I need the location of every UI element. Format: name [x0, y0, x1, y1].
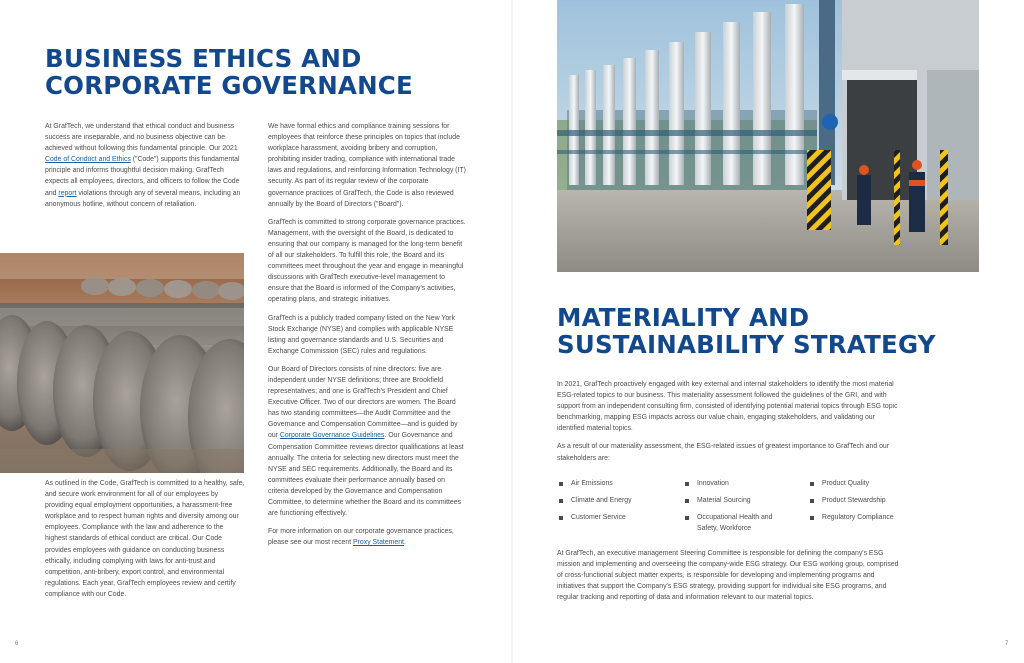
proxy-statement-link[interactable]: Proxy Statement	[353, 539, 404, 547]
list-item: Product Stewardship	[808, 495, 886, 506]
training-paragraph: We have formal ethics and compliance training sessions for employees that reinforce these principles on topics that include workplace harassment, avoiding bribery and corruption, prohibiting insider trading, compliance with international trade laws and regulations, and reinforcing Information Technology (IT) security. As part of its regular review of the corporate governance practices of GrafTech, the Code is also reviewed annually by the Board of Directors ("Board").	[268, 123, 466, 208]
list-item: Occupational Health and Safety, Workforce	[683, 512, 787, 534]
graphite-electrodes-photo	[0, 253, 244, 473]
board-of-directors-paragraph: Our Board of Directors consists of nine directors: five are independent under NYSE definitions; three are Brookfield representatives; and one is GrafTech's President and Chief Executive Officer. Two of our directors are women. The Board has two standing committees—the Audit Committee and the Governance and Compensation Committee—and is guided by our Corporate Governance Guidelines. Our Governance and Compensation Committee reviews director qualifications at least annually. The criteria for selecting new directors must meet the NYSE and SEC requirements. Additionally, the Board and its committees evaluate their performance annually based on criteria developed by the Governance and Compensation Committee, to determine whether the Board and its committees are functioning effectively.	[268, 365, 464, 518]
list-item: Customer Service	[557, 512, 626, 523]
governance-guidelines-link[interactable]: Corporate Governance Guidelines	[279, 432, 385, 440]
left-column-bottom	[45, 478, 245, 607]
left-column-top	[45, 121, 245, 217]
materiality-heading	[557, 304, 936, 358]
list-item: Material Sourcing	[683, 495, 751, 506]
proxy-statement-paragraph: For more information on our corporate governance practices, please see our most recent Proxy Statement.	[268, 528, 454, 547]
material-topics-intro: As a result of our materiality assessment, the ESG-related issues of greatest importance to GrafTech and our stakeholders are:	[557, 443, 890, 462]
nyse-listing-paragraph: GrafTech is a publicly traded company listed on the New York Stock Exchange (NYSE) and complies with applicable NYSE listing and governance standards and U.S. Securities and Exchange Commission (SEC) rules and regulations.	[268, 314, 455, 355]
page-number-right: 7	[1005, 641, 1009, 647]
heading-line-2: CORPORATE GOVERNANCE	[45, 71, 413, 100]
page-number-left: 6	[15, 641, 19, 647]
topics-row	[557, 512, 907, 540]
steering-committee-paragraph: At GrafTech, an executive management Steering Committee is responsible for defining the company's ESG mission and implementing and overseeing the company-wide ESG strategy. Our ESG working group, comprised of cross-functional subject matter experts, is responsible for developing and implementing programs and initiatives that support the Company's ESG strategy, providing support for individual site ESG programs, and regular tracking and reporting of data and information relevant to our material topics.	[557, 550, 899, 602]
list-item: Product Quality	[808, 478, 869, 489]
list-item: Climate and Energy	[557, 495, 632, 506]
list-item: Regulatory Compliance	[808, 512, 894, 523]
materiality-body	[557, 379, 902, 471]
healthy-workplace-paragraph: As outlined in the Code, GrafTech is committed to a healthy, safe, and secure work environment for all of our employees by providing equal employment opportunities, a harassment-free workplace and to respect human rights and diversity among our employees. Compliance with the law and adherence to the highest standards of ethical conduct are critical. Our Code provides employees with guidance on conducting business ethically, including complying with laws for anti-trust and competition, anti-bribery, export control, and environmental regulations. Each year, GrafTech employees review and certify compliance with our Code.	[45, 480, 245, 598]
topics-row	[557, 478, 907, 495]
topics-row	[557, 495, 907, 512]
heading-line-1: BUSINESS ETHICS AND	[45, 44, 362, 73]
material-topics-list	[557, 478, 907, 540]
plant-workers-photo	[557, 0, 979, 272]
heading-line-1: MATERIALITY AND	[557, 303, 810, 332]
materiality-assessment-paragraph: In 2021, GrafTech proactively engaged with key external and internal stakeholders to identify the most material ESG-related topics to our business. This materiality assessment followed the guidelines of the GRI, and with support from an independent consulting firm, consisted of identifying potential material topics through ESG topic benchmarking, mapping ESG impacts across our value chain, engaging stakeholders, and validating our identified material topics.	[557, 381, 898, 433]
list-item: Innovation	[683, 478, 729, 489]
code-of-conduct-link[interactable]: Code of Conduct and Ethics	[45, 156, 131, 164]
code-of-conduct-paragraph: At GrafTech, we understand that ethical conduct and business success are inseparable, and no business objective can be achieved without following this fundamental principle. Our 2021 Code of Conduct and Ethics ("Code") supports this fundamental principle and informs thoughtful decision making. GrafTech expects all employees, directors, and officers to follow the Code and report violations through any of several means, including an anonymous hotline, without concern of retaliation.	[45, 123, 241, 208]
business-ethics-heading	[45, 45, 413, 99]
heading-line-2: SUSTAINABILITY STRATEGY	[557, 330, 936, 359]
governance-commitment-paragraph: GrafTech is committed to strong corporate governance practices. Management, with the oversight of the Board, is dedicated to ensuring that our company is managed for the long-term benefit of all our stakeholders. To fulfill this role, the Board and its committees meet throughout the year and engage in meaningful discussions with GrafTech executive-level management to ensure that the Board is informed of the Company's activities, operating plans, and strategic initiatives.	[268, 218, 466, 304]
middle-column	[268, 121, 466, 555]
page-gutter	[511, 0, 513, 663]
steering-committee-body	[557, 548, 902, 610]
list-item: Air Emissions	[557, 478, 613, 489]
report-violations-link[interactable]: report	[58, 189, 77, 197]
